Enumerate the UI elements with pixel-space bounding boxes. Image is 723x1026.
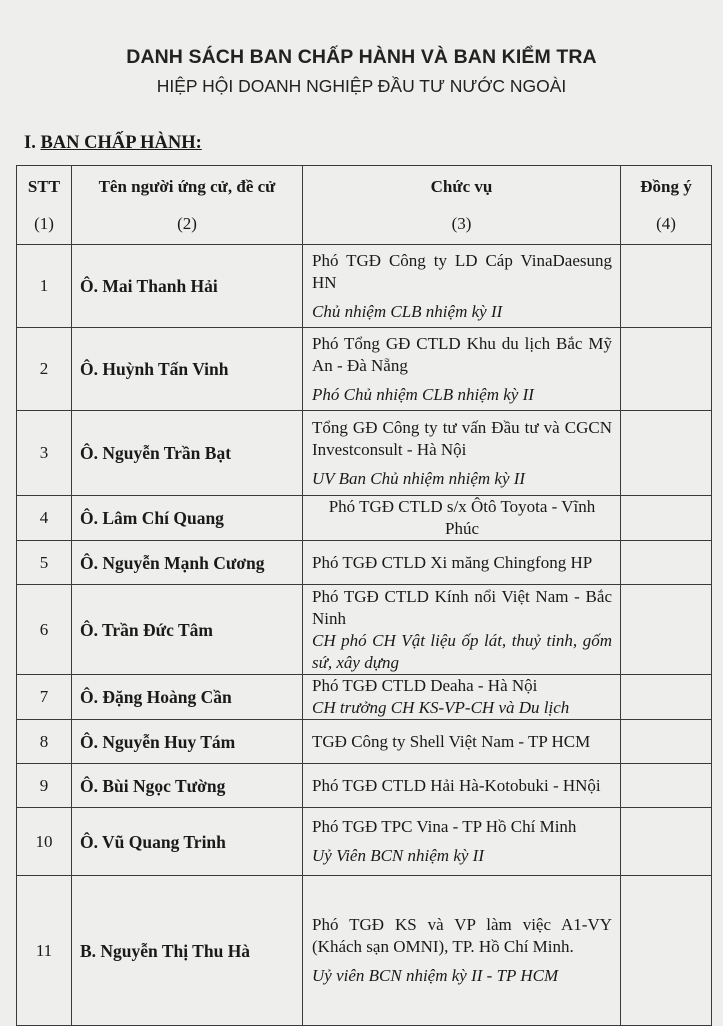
section-number: I. (24, 133, 36, 153)
member-name: Ô. Bùi Ngọc Tường (72, 764, 303, 808)
member-club-role: CH phó CH Vật liệu ốp lát, thuỷ tinh, gốm sứ, xây dựng (312, 630, 612, 672)
table-row (17, 585, 712, 675)
committee-table (16, 165, 712, 1026)
agree-cell[interactable] (621, 245, 712, 328)
row-number: 2 (17, 328, 72, 411)
agree-cell[interactable] (621, 876, 712, 1026)
header-cell-agree: Đồng ý (4) (621, 166, 712, 245)
member-name: Ô. Mai Thanh Hải (72, 245, 303, 328)
agree-cell[interactable] (621, 808, 712, 876)
row-number: 1 (17, 245, 72, 328)
member-position: Phó TGĐ CTLD s/x Ôtô Toyota - Vĩnh Phúc (328, 497, 596, 538)
member-position: Phó Tổng GĐ CTLD Khu du lịch Bắc Mỹ An - Đà Nẵng (312, 333, 612, 375)
table-row (17, 541, 712, 585)
agree-cell[interactable] (621, 411, 712, 496)
member-name: B. Nguyễn Thị Thu Hà (72, 876, 303, 1026)
table-row (17, 876, 712, 1026)
member-club-role: Phó Chủ nhiệm CLB nhiệm kỳ II (312, 384, 534, 404)
table-row (17, 720, 712, 764)
member-name: Ô. Trần Đức Tâm (72, 585, 303, 675)
row-number: 6 (17, 585, 72, 675)
table-row (17, 411, 712, 496)
member-position-cell (303, 541, 621, 585)
member-position-cell (303, 876, 621, 1026)
table-header-row (17, 166, 712, 245)
member-name: Ô. Vũ Quang Trinh (72, 808, 303, 876)
agree-cell[interactable] (621, 764, 712, 808)
member-position-cell (303, 720, 621, 764)
agree-cell[interactable] (621, 496, 712, 541)
agree-cell[interactable] (621, 720, 712, 764)
member-position: Phó TGĐ TPC Vina - TP Hồ Chí Minh (312, 817, 577, 836)
section-title: BAN CHẤP HÀNH: (40, 133, 202, 153)
member-position: Phó TGĐ CTLD Hải Hà-Kotobuki - HNội (312, 775, 601, 795)
member-position-cell (303, 245, 621, 328)
agree-cell[interactable] (621, 328, 712, 411)
member-club-role: Uỷ viên BCN nhiệm kỳ II - TP HCM (312, 966, 559, 985)
member-position: Phó TGĐ KS và VP làm việc A1-VY (Khách sạn OMNI), TP. Hồ Chí Minh. (312, 915, 612, 956)
member-position: Tổng GĐ Công ty tư vấn Đầu tư và CGCN Investconsult - Hà Nội (312, 417, 612, 459)
member-position-cell (303, 585, 621, 675)
member-position: Phó TGĐ Công ty LD Cáp VinaDaesung HN (312, 250, 612, 292)
member-club-role: UV Ban Chủ nhiệm nhiệm kỳ II (312, 468, 526, 488)
header-cell-position: Chức vụ (3) (303, 166, 621, 245)
member-position-cell (303, 675, 621, 720)
row-number: 11 (17, 876, 72, 1026)
row-number: 3 (17, 411, 72, 496)
header-cell-stt: STT (1) (17, 166, 72, 245)
member-position-cell (303, 808, 621, 876)
agree-cell[interactable] (621, 585, 712, 675)
row-number: 9 (17, 764, 72, 808)
row-number: 5 (17, 541, 72, 585)
row-number: 10 (17, 808, 72, 876)
member-position-cell (303, 496, 621, 541)
member-position-cell (303, 764, 621, 808)
member-name: Ô. Huỳnh Tấn Vinh (72, 328, 303, 411)
table-row (17, 245, 712, 328)
member-position-cell (303, 411, 621, 496)
table-row (17, 764, 712, 808)
member-position: Phó TGĐ CTLD Deaha - Hà Nội (312, 676, 538, 695)
member-position: Phó TGĐ CTLD Xi măng Chingfong HP (312, 552, 593, 572)
document-subtitle: HIỆP HỘI DOANH NGHIỆP ĐẦU TƯ NƯỚC NGOÀI (156, 76, 567, 96)
member-position: Phó TGĐ CTLD Kính nổi Việt Nam - Bắc Ninh (312, 586, 612, 628)
member-club-role: Chủ nhiệm CLB nhiệm kỳ II (312, 301, 503, 321)
table-row (17, 328, 712, 411)
member-name: Ô. Nguyễn Trần Bạt (72, 411, 303, 496)
member-position: TGĐ Công ty Shell Việt Nam - TP HCM (312, 731, 591, 751)
table-row (17, 675, 712, 720)
row-number: 4 (17, 496, 72, 541)
member-name: Ô. Nguyễn Huy Tám (72, 720, 303, 764)
member-position-cell (303, 328, 621, 411)
member-club-role: CH trưởng CH KS-VP-CH và Du lịch (312, 698, 570, 717)
table-row (17, 496, 712, 541)
document-title: DANH SÁCH BAN CHẤP HÀNH VÀ BAN KIỂM TRA (126, 46, 597, 68)
section-heading (24, 133, 202, 154)
agree-cell[interactable] (621, 675, 712, 720)
table-row (17, 808, 712, 876)
agree-cell[interactable] (621, 541, 712, 585)
header-cell-name: Tên người ứng cử, đề cử (2) (72, 166, 303, 245)
member-name: Ô. Đặng Hoàng Cần (72, 675, 303, 720)
row-number: 7 (17, 675, 72, 720)
member-name: Ô. Nguyễn Mạnh Cương (72, 541, 303, 585)
member-club-role: Uỷ Viên BCN nhiệm kỳ II (312, 846, 484, 865)
member-name: Ô. Lâm Chí Quang (72, 496, 303, 541)
row-number: 8 (17, 720, 72, 764)
